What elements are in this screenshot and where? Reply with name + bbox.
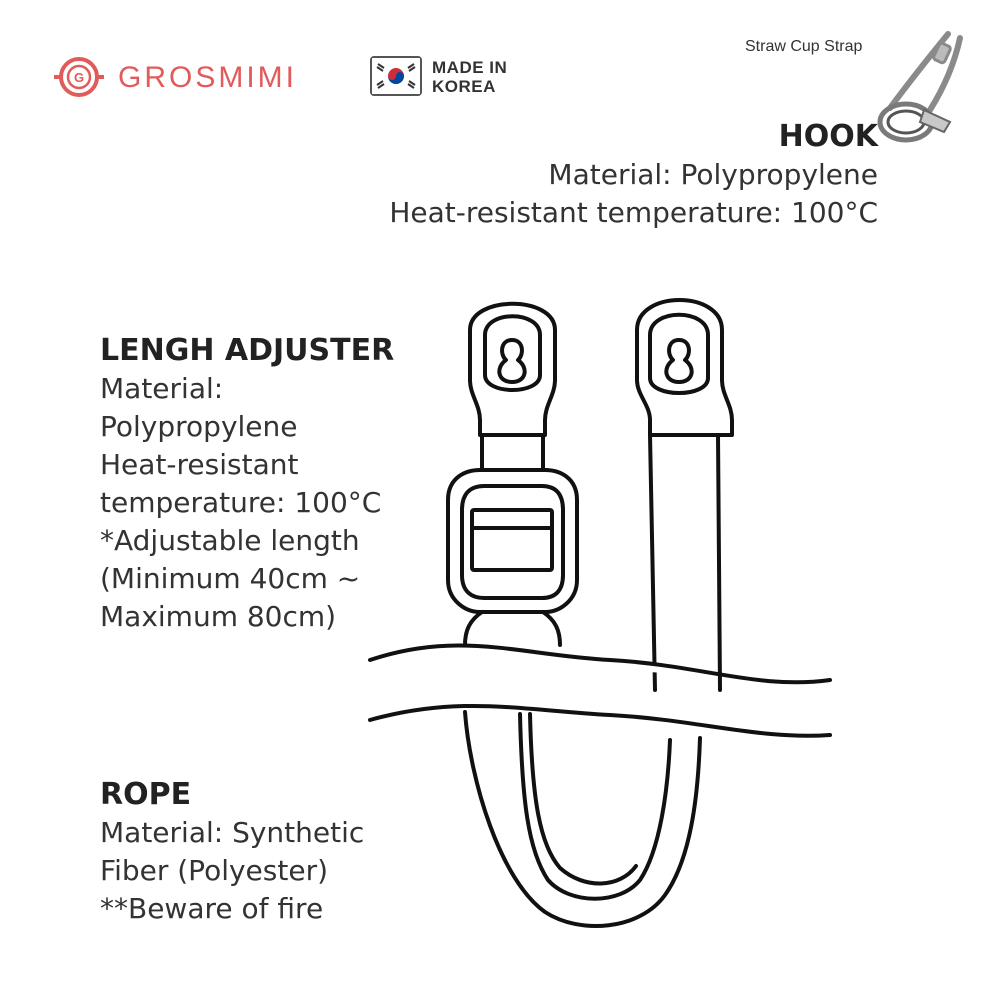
adjuster-line: Polypropylene [100, 410, 298, 443]
hook-title: HOOK [778, 119, 878, 154]
adjuster-line: Heat-resistant [100, 448, 299, 481]
hook-line: Heat-resistant temperature: 100°C [389, 196, 878, 229]
thumbnail-label: Straw Cup Strap [745, 38, 863, 55]
adjuster-line: Material: [100, 372, 224, 405]
korean-flag-badge [370, 56, 422, 96]
rope-line: Material: Synthetic [100, 816, 365, 849]
adjuster-line: *Adjustable length [100, 524, 360, 557]
made-in-korea-text [432, 58, 507, 96]
brand-name: GROSMIMI [118, 61, 297, 94]
badge-line-1: MADE IN [432, 58, 508, 77]
svg-text:G: G [73, 70, 85, 85]
adjuster-line: Maximum 80cm) [100, 600, 337, 633]
g-circle-logo-icon [52, 55, 106, 99]
hook-spec [389, 118, 878, 232]
korean-flag-icon [372, 58, 420, 94]
rope-title: ROPE [100, 777, 192, 812]
adjuster-title: LENGH ADJUSTER [100, 333, 395, 368]
rope-line: **Beware of fire [100, 892, 324, 925]
adjuster-line: temperature: 100°C [100, 486, 382, 519]
strap-illustration [360, 280, 840, 940]
hook-line: Material: Polypropylene [548, 158, 878, 191]
strap-thumbnail [860, 26, 980, 152]
adjuster-line: (Minimum 40cm ~ [100, 562, 361, 595]
badge-line-2: KOREA [432, 77, 496, 96]
rope-line: Fiber (Polyester) [100, 854, 329, 887]
